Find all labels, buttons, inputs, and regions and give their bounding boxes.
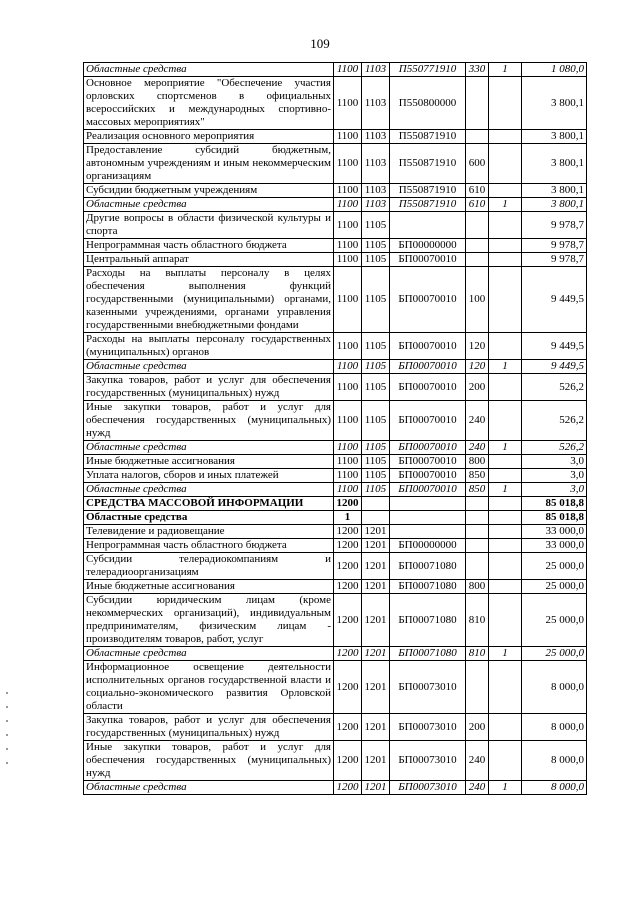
section-code: 1200	[334, 497, 362, 511]
subsection-code: 1103	[362, 184, 390, 198]
row-name: Иные бюджетные ассигнования	[84, 580, 334, 594]
row-name: Телевидение и радиовещание	[84, 525, 334, 539]
amount: 9 978,7	[522, 239, 587, 253]
section-code: 1100	[334, 77, 362, 130]
subsection-code: 1201	[362, 594, 390, 647]
section-code: 1100	[334, 469, 362, 483]
subsection-code: 1105	[362, 360, 390, 374]
section-code: 1	[334, 511, 362, 525]
amount: 3 800,1	[522, 144, 587, 184]
row-name: Непрограммная часть областного бюджета	[84, 539, 334, 553]
expense-type-code: 200	[466, 714, 489, 741]
subsection-code: 1201	[362, 661, 390, 714]
row-name: Областные средства	[84, 441, 334, 455]
amount: 3 800,1	[522, 130, 587, 144]
subsection-code: 1201	[362, 553, 390, 580]
subsection-code: 1103	[362, 63, 390, 77]
section-code: 1200	[334, 741, 362, 781]
subsection-code: 1103	[362, 144, 390, 184]
scan-margin-marks	[4, 680, 10, 880]
section-code: 1100	[334, 63, 362, 77]
funding-source-code	[489, 714, 522, 741]
subsection-code: 1105	[362, 483, 390, 497]
target-article-code: БП00000000	[390, 539, 466, 553]
amount: 85 018,8	[522, 497, 587, 511]
table-row	[84, 483, 587, 497]
table-row	[84, 580, 587, 594]
row-name: Субсидии бюджетным учреждениям	[84, 184, 334, 198]
section-code: 1200	[334, 539, 362, 553]
amount: 85 018,8	[522, 511, 587, 525]
subsection-code: 1201	[362, 525, 390, 539]
section-code: 1100	[334, 198, 362, 212]
section-code: 1100	[334, 483, 362, 497]
subsection-code: 1103	[362, 130, 390, 144]
target-article-code: БП00070010	[390, 483, 466, 497]
section-code: 1100	[334, 267, 362, 333]
expense-type-code: 120	[466, 360, 489, 374]
target-article-code: П550871910	[390, 130, 466, 144]
row-name: Субсидии юридическим лицам (кроме некоммерческих организаций), индивидуальным предпринимателям, физическим лицам - производителям товаров, работ, услуг	[84, 594, 334, 647]
page-number: 109	[310, 36, 330, 51]
expense-type-code: 850	[466, 469, 489, 483]
expense-type-code	[466, 511, 489, 525]
subsection-code: 1105	[362, 455, 390, 469]
target-article-code: БП00070010	[390, 333, 466, 360]
expense-type-code: 810	[466, 647, 489, 661]
amount: 33 000,0	[522, 525, 587, 539]
target-article-code: П550771910	[390, 63, 466, 77]
subsection-code: 1103	[362, 77, 390, 130]
amount: 9 978,7	[522, 253, 587, 267]
row-name: Непрограммная часть областного бюджета	[84, 239, 334, 253]
section-code: 1100	[334, 455, 362, 469]
funding-source-code	[489, 580, 522, 594]
expense-type-code: 240	[466, 741, 489, 781]
amount: 8 000,0	[522, 781, 587, 795]
table-row	[84, 184, 587, 198]
section-code: 1100	[334, 253, 362, 267]
expense-type-code	[466, 77, 489, 130]
amount: 526,2	[522, 401, 587, 441]
target-article-code: БП00070010	[390, 401, 466, 441]
expense-type-code: 120	[466, 333, 489, 360]
table-row	[84, 594, 587, 647]
table-row	[84, 539, 587, 553]
row-name: Областные средства	[84, 647, 334, 661]
section-code: 1200	[334, 661, 362, 714]
amount: 9 449,5	[522, 360, 587, 374]
target-article-code	[390, 212, 466, 239]
funding-source-code: 1	[489, 483, 522, 497]
expense-type-code: 610	[466, 198, 489, 212]
expense-type-code: 800	[466, 580, 489, 594]
funding-source-code	[489, 130, 522, 144]
amount: 526,2	[522, 374, 587, 401]
table-row	[84, 469, 587, 483]
table-row	[84, 63, 587, 77]
table-row	[84, 553, 587, 580]
row-name: Областные средства	[84, 511, 334, 525]
target-article-code: БП00070010	[390, 469, 466, 483]
target-article-code	[390, 525, 466, 539]
expense-type-code	[466, 497, 489, 511]
subsection-code: 1201	[362, 714, 390, 741]
row-name: Областные средства	[84, 483, 334, 497]
amount: 25 000,0	[522, 580, 587, 594]
row-name: Центральный аппарат	[84, 253, 334, 267]
amount: 1 080,0	[522, 63, 587, 77]
table-row	[84, 661, 587, 714]
table-row	[84, 267, 587, 333]
row-name: Областные средства	[84, 781, 334, 795]
amount: 3,0	[522, 483, 587, 497]
expense-type-code: 610	[466, 184, 489, 198]
funding-source-code	[489, 525, 522, 539]
table-row	[84, 198, 587, 212]
section-code: 1100	[334, 130, 362, 144]
funding-source-code: 1	[489, 360, 522, 374]
subsection-code: 1201	[362, 741, 390, 781]
row-name: Расходы на выплаты персоналу государственных (муниципальных) органов	[84, 333, 334, 360]
table-row	[84, 77, 587, 130]
table-row	[84, 497, 587, 511]
row-name: Иные бюджетные ассигнования	[84, 455, 334, 469]
amount: 8 000,0	[522, 661, 587, 714]
subsection-code: 1105	[362, 469, 390, 483]
row-name: Иные закупки товаров, работ и услуг для обеспечения государственных (муниципальных) нужд	[84, 741, 334, 781]
table-row	[84, 239, 587, 253]
row-name: Уплата налогов, сборов и иных платежей	[84, 469, 334, 483]
subsection-code: 1201	[362, 781, 390, 795]
amount: 3 800,1	[522, 184, 587, 198]
amount: 3,0	[522, 469, 587, 483]
section-code: 1200	[334, 781, 362, 795]
amount: 33 000,0	[522, 539, 587, 553]
funding-source-code	[489, 184, 522, 198]
table-row	[84, 253, 587, 267]
target-article-code: БП00071080	[390, 580, 466, 594]
section-code: 1100	[334, 333, 362, 360]
subsection-code	[362, 497, 390, 511]
funding-source-code	[489, 594, 522, 647]
expense-type-code	[466, 130, 489, 144]
expense-type-code: 240	[466, 401, 489, 441]
section-code: 1200	[334, 594, 362, 647]
row-name: Расходы на выплаты персоналу в целях обеспечения выполнения функций государственными (муниципальными) органами, казенными учреждениями, органами управления государственными внебюджетными фондами	[84, 267, 334, 333]
funding-source-code	[489, 253, 522, 267]
funding-source-code	[489, 741, 522, 781]
funding-source-code	[489, 539, 522, 553]
table-row	[84, 360, 587, 374]
funding-source-code	[489, 267, 522, 333]
row-name: Реализация основного мероприятия	[84, 130, 334, 144]
target-article-code: П550871910	[390, 144, 466, 184]
expense-type-code: 810	[466, 594, 489, 647]
target-article-code	[390, 511, 466, 525]
target-article-code: БП00070010	[390, 360, 466, 374]
section-code: 1100	[334, 239, 362, 253]
target-article-code: БП00071080	[390, 594, 466, 647]
target-article-code: БП00073010	[390, 741, 466, 781]
row-name: Предоставление субсидий бюджетным, автономным учреждениям и иным некоммерческим организациям	[84, 144, 334, 184]
row-name: Областные средства	[84, 360, 334, 374]
table-row	[84, 455, 587, 469]
section-code: 1200	[334, 647, 362, 661]
section-code: 1200	[334, 714, 362, 741]
table-row	[84, 374, 587, 401]
row-name: Областные средства	[84, 198, 334, 212]
amount: 9 978,7	[522, 212, 587, 239]
section-code: 1100	[334, 184, 362, 198]
subsection-code: 1105	[362, 401, 390, 441]
funding-source-code	[489, 144, 522, 184]
funding-source-code	[489, 77, 522, 130]
amount: 9 449,5	[522, 267, 587, 333]
funding-source-code	[489, 401, 522, 441]
target-article-code: БП00070010	[390, 267, 466, 333]
table-row	[84, 333, 587, 360]
table-row	[84, 741, 587, 781]
funding-source-code	[489, 455, 522, 469]
subsection-code: 1103	[362, 198, 390, 212]
budget-table	[83, 62, 587, 795]
funding-source-code: 1	[489, 198, 522, 212]
row-name: Закупка товаров, работ и услуг для обеспечения государственных (муниципальных) нужд	[84, 714, 334, 741]
subsection-code: 1105	[362, 239, 390, 253]
target-article-code: П550871910	[390, 184, 466, 198]
section-code: 1100	[334, 401, 362, 441]
target-article-code: БП00070010	[390, 441, 466, 455]
row-name: Областные средства	[84, 63, 334, 77]
target-article-code: БП00070010	[390, 455, 466, 469]
section-code: 1100	[334, 360, 362, 374]
budget-table-body	[84, 63, 587, 795]
subsection-code: 1105	[362, 374, 390, 401]
subsection-code: 1105	[362, 212, 390, 239]
section-code: 1100	[334, 144, 362, 184]
amount: 3 800,1	[522, 77, 587, 130]
funding-source-code	[489, 469, 522, 483]
table-row	[84, 647, 587, 661]
subsection-code: 1105	[362, 441, 390, 455]
expense-type-code	[466, 253, 489, 267]
funding-source-code	[489, 511, 522, 525]
section-code: 1100	[334, 374, 362, 401]
expense-type-code	[466, 553, 489, 580]
table-row	[84, 714, 587, 741]
amount: 9 449,5	[522, 333, 587, 360]
expense-type-code: 600	[466, 144, 489, 184]
amount: 25 000,0	[522, 553, 587, 580]
target-article-code: БП00071080	[390, 553, 466, 580]
amount: 3,0	[522, 455, 587, 469]
target-article-code: БП00071080	[390, 647, 466, 661]
expense-type-code: 850	[466, 483, 489, 497]
expense-type-code	[466, 239, 489, 253]
section-code: 1200	[334, 525, 362, 539]
table-row	[84, 130, 587, 144]
row-name: Иные закупки товаров, работ и услуг для обеспечения государственных (муниципальных) нужд	[84, 401, 334, 441]
table-row	[84, 781, 587, 795]
expense-type-code: 100	[466, 267, 489, 333]
funding-source-code	[489, 333, 522, 360]
funding-source-code	[489, 374, 522, 401]
row-name: Основное мероприятие "Обеспечение участия орловских спортсменов в официальных всероссийских и международных спортивно-массовых мероприятиях"	[84, 77, 334, 130]
section-code: 1200	[334, 580, 362, 594]
subsection-code: 1201	[362, 647, 390, 661]
target-article-code: БП00000000	[390, 239, 466, 253]
target-article-code	[390, 497, 466, 511]
target-article-code: БП00073010	[390, 781, 466, 795]
subsection-code: 1105	[362, 267, 390, 333]
section-code: 1100	[334, 212, 362, 239]
row-name: Информационное освещение деятельности исполнительных органов государственной власти и социально-экономического развития Орловской области	[84, 661, 334, 714]
table-row	[84, 525, 587, 539]
expense-type-code	[466, 525, 489, 539]
funding-source-code: 1	[489, 63, 522, 77]
funding-source-code	[489, 239, 522, 253]
amount: 526,2	[522, 441, 587, 455]
table-row	[84, 511, 587, 525]
row-name: СРЕДСТВА МАССОВОЙ ИНФОРМАЦИИ	[84, 497, 334, 511]
table-row	[84, 144, 587, 184]
amount: 25 000,0	[522, 594, 587, 647]
subsection-code: 1201	[362, 539, 390, 553]
target-article-code: БП00073010	[390, 661, 466, 714]
subsection-code: 1201	[362, 580, 390, 594]
section-code: 1200	[334, 553, 362, 580]
subsection-code: 1105	[362, 253, 390, 267]
expense-type-code: 800	[466, 455, 489, 469]
funding-source-code: 1	[489, 781, 522, 795]
amount: 8 000,0	[522, 714, 587, 741]
target-article-code: П550871910	[390, 198, 466, 212]
expense-type-code	[466, 661, 489, 714]
expense-type-code: 240	[466, 441, 489, 455]
funding-source-code	[489, 497, 522, 511]
expense-type-code	[466, 539, 489, 553]
expense-type-code: 200	[466, 374, 489, 401]
subsection-code	[362, 511, 390, 525]
funding-source-code: 1	[489, 441, 522, 455]
subsection-code: 1105	[362, 333, 390, 360]
row-name: Другие вопросы в области физической культуры и спорта	[84, 212, 334, 239]
funding-source-code: 1	[489, 647, 522, 661]
target-article-code: П550800000	[390, 77, 466, 130]
target-article-code: БП00070010	[390, 253, 466, 267]
section-code: 1100	[334, 441, 362, 455]
expense-type-code	[466, 212, 489, 239]
table-row	[84, 441, 587, 455]
expense-type-code: 240	[466, 781, 489, 795]
target-article-code: БП00070010	[390, 374, 466, 401]
target-article-code: БП00073010	[390, 714, 466, 741]
row-name: Закупка товаров, работ и услуг для обеспечения государственных (муниципальных) нужд	[84, 374, 334, 401]
expense-type-code: 330	[466, 63, 489, 77]
amount: 3 800,1	[522, 198, 587, 212]
amount: 8 000,0	[522, 741, 587, 781]
funding-source-code	[489, 661, 522, 714]
funding-source-code	[489, 212, 522, 239]
amount: 25 000,0	[522, 647, 587, 661]
row-name: Субсидии телерадиокомпаниям и телерадиоорганизациям	[84, 553, 334, 580]
table-row	[84, 212, 587, 239]
funding-source-code	[489, 553, 522, 580]
table-row	[84, 401, 587, 441]
